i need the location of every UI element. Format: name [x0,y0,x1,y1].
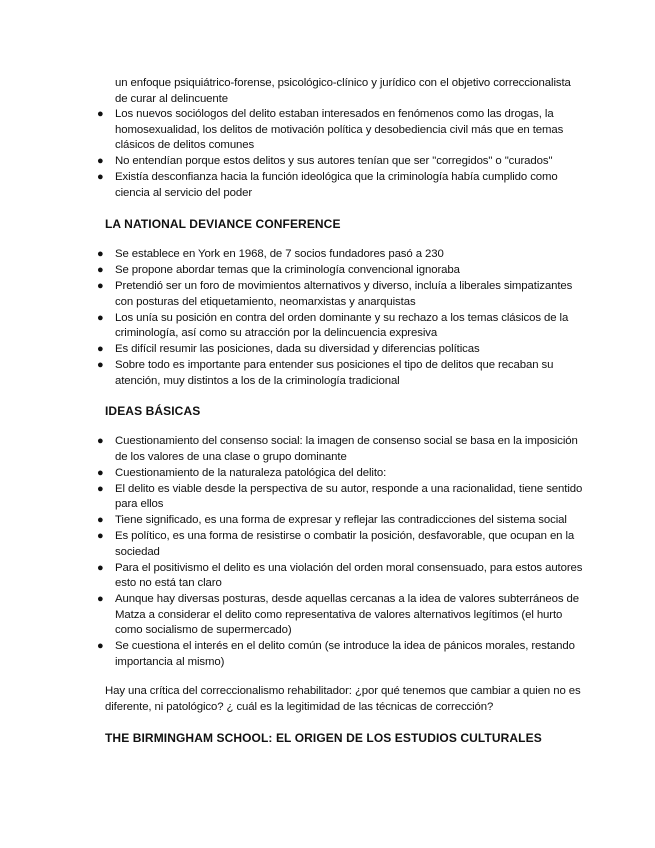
ideas-basicas-list [0,434,585,670]
list-item: ● Los unía su posición en contra del orden dominante y su rechazo a los temas clásicos de la criminología, así como su atracción por la delincuencia expresiva [97,311,569,339]
list-item: ● Para el positivismo el delito es una violación del orden moral consensuado, para estos autores esto no está tan claro [97,561,583,589]
list-item: ● El delito es viable desde la perspectiva de su autor, responde a una racionalidad, tiene sentido para ellos [97,482,583,510]
bullet-icon: ● [97,155,104,167]
list-item: ● Pretendió ser un foro de movimientos alternativos y diverso, incluía a liberales simpatizantes con posturas del etiquetamiento, neomarxistas y anarquistas [97,280,573,308]
list-item: ● Se establece en York en 1968, de 7 socios fundadores pasó a 230 [0,247,585,263]
bullet-icon: ● [97,343,104,355]
bullet-icon: ● [97,593,104,605]
bullet-icon: ● [97,435,104,447]
bullet-icon: ● [97,359,104,371]
list-item: ● Existía desconfianza hacia la función ideológica que la criminología había cumplido como ciencia al servicio del poder [97,171,558,199]
national-deviance-list [0,247,585,389]
bullet-icon: ● [97,311,104,324]
bullet-icon: ● [97,640,104,652]
bullet-icon: ● [97,530,104,542]
bullet-icon: ● [97,171,104,183]
list-item: ● Se cuestiona el interés en el delito común (se introduce la idea de pánicos morales, restando importancia al mismo) [97,640,575,668]
bullet-icon: ● [97,248,104,260]
bullet-icon: ● [97,514,104,526]
list-item: ● Tiene significado, es una forma de expresar y reflejar las contradicciones del sistema social [0,513,585,529]
list-item: ● Cuestionamiento del consenso social: la imagen de consenso social se basa en la imposición de los valores de una clase o grupo dominante [97,435,578,463]
list-item: ● Se propone abordar temas que la criminología convencional ignoraba [0,263,585,279]
section-heading-birmingham-school: THE BIRMINGHAM SCHOOL: EL ORIGEN DE LOS ESTUDIOS CULTURALES [105,731,542,745]
bullet-icon: ● [97,280,104,292]
section-heading-ideas-basicas: IDEAS BÁSICAS [105,404,201,418]
intro-continuation: un enfoque psiquiátrico-forense, psicológico-clínico y jurídico con el objetivo correccionalista de curar al delincuente [115,77,571,105]
list-item: ● Sobre todo es importante para entender sus posiciones el tipo de delitos que recaban su atención, muy distintos a los de la criminología tradicional [97,359,554,387]
list-item: ● Aunque hay diversas posturas, desde aquellas cercanas a la idea de valores subterráneos de Matza a considerar el delito como representativa de valores alternativos legítimos (el hurto como socialismo de supermercado) [97,593,580,636]
intro-list [0,107,585,201]
list-item: ● Es político, es una forma de resistirse o combatir la posición, desfavorable, que ocupan en la sociedad [97,530,575,558]
bullet-icon: ● [97,466,104,479]
list-item: ● Cuestionamiento de la naturaleza patológica del delito: [0,466,585,482]
bullet-icon: ● [97,108,104,120]
critique-paragraph: Hay una crítica del correccionalismo rehabilitador: ¿por qué tenemos que cambiar a quien no es diferente, ni patológico? ¿ cuál es la legitimidad de las técnicas de corrección? [105,685,581,713]
bullet-icon: ● [97,264,104,276]
list-item: ● Es difícil resumir las posiciones, dada su diversidad y diferencias políticas [0,342,585,358]
section-heading-national-deviance: LA NATIONAL DEVIANCE CONFERENCE [105,217,341,231]
bullet-icon: ● [97,561,104,574]
list-item: ● No entendían porque estos delitos y sus autores tenían que ser "corregidos" o "curados" [0,154,585,170]
bullet-icon: ● [97,482,104,495]
list-item: ● Los nuevos sociólogos del delito estaban interesados en fenómenos como las drogas, la homosexualidad, los delitos de motivación política y desobediencia civil más que en temas clásicos de delitos comunes [97,108,564,151]
